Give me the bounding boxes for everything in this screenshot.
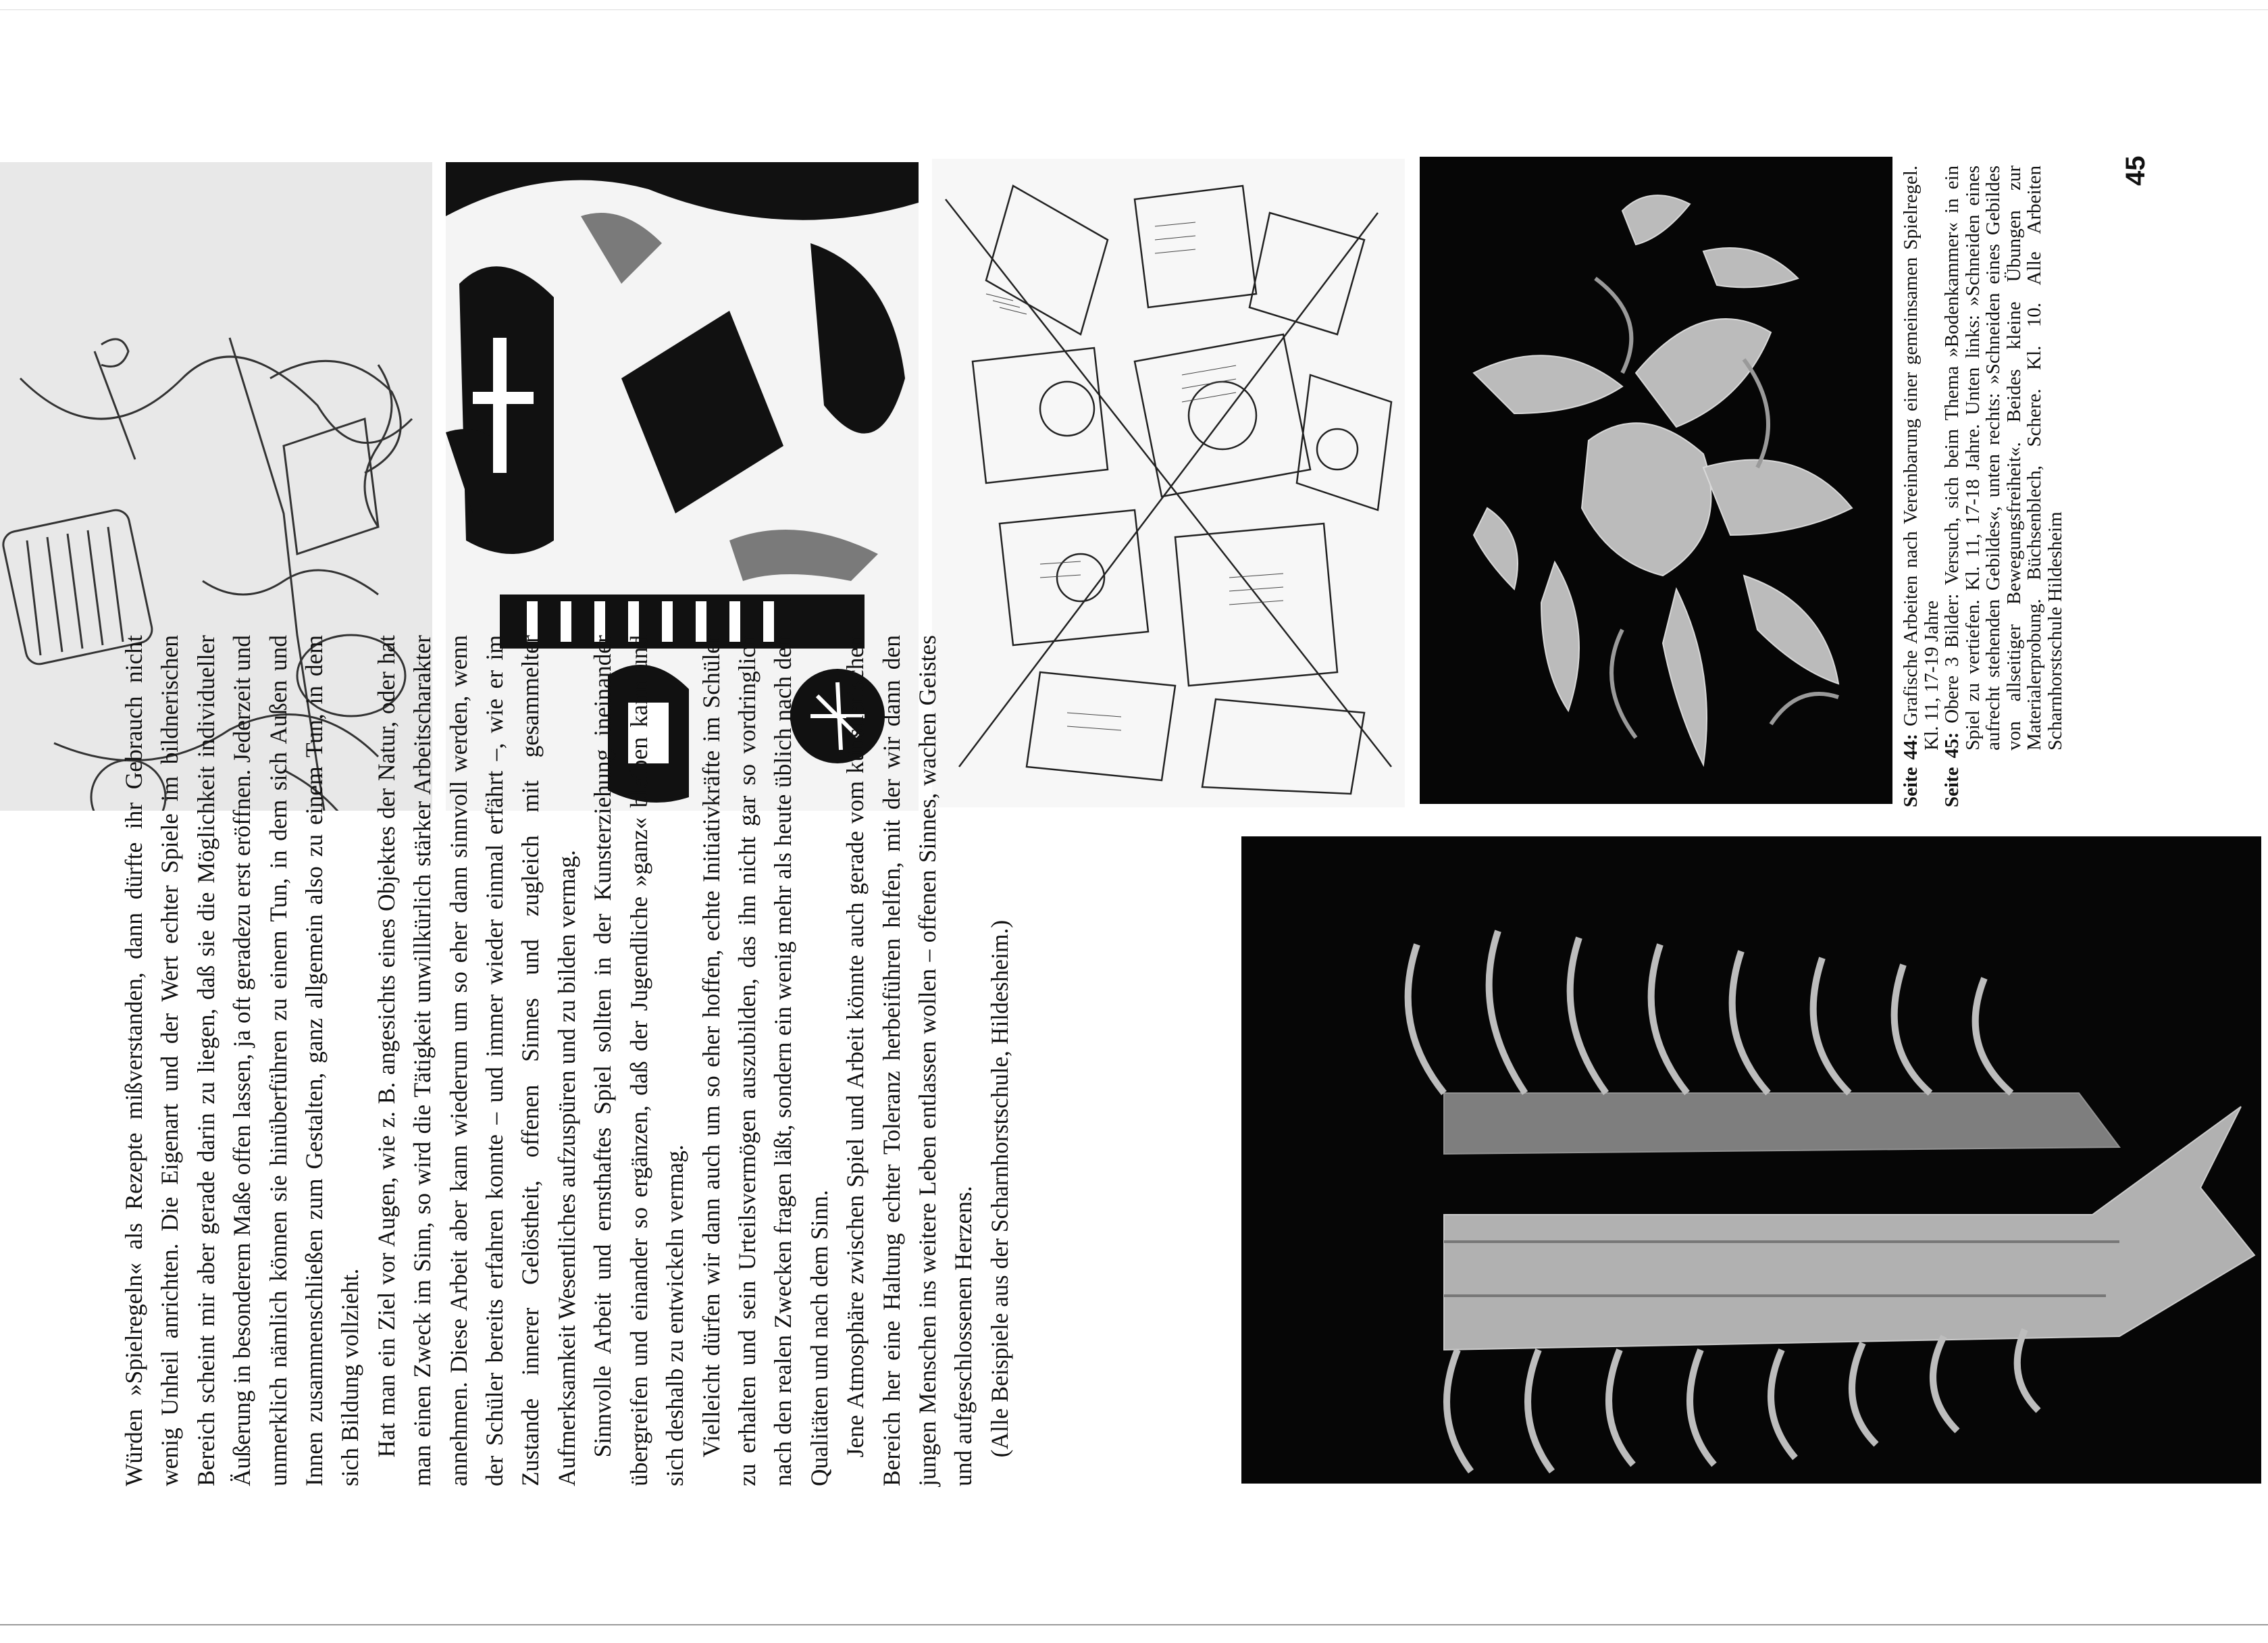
paragraph: Würden »Spielregeln« als Rezepte mißverstanden, dann dürfte ihr Gebrauch nicht wenig Unheil anrichten. Die Eigenart und der Wert echter Spiele im bildnerischen Bereich scheint mir aber gerade darin zu liegen, daß sie die Möglichkeit individueller Äußerung in besonderem Maße offen lassen, ja oft geradezu erst eröffnen. Jederzeit und unmerklich nämlich können sie hinüberführen zu einem Tun, in dem sich Außen und Innen zusammenschließen zum Gestalten, ganz allgemein also zu einem Tun, in dem sich Bildung vollzieht. [120, 635, 364, 1486]
paragraph: (Alle Beispiele aus der Scharnhorstschule, Hildesheim.) [985, 919, 1013, 1458]
caption-line-page-45 [1942, 166, 2065, 807]
caption-label: Seite 44: [1900, 733, 1922, 807]
image-caption [1901, 166, 2065, 807]
metal-sculpture-upright [1241, 836, 2261, 1484]
paragraph: Sinnvolle Arbeit und ernsthaftes Spiel sollten in der Kunsterziehung ineinander übergreifen und einander so ergänzen, daß der Jugendliche »ganz« bleiben kann und sich deshalb zu entwickeln vermag. [589, 635, 689, 1486]
paragraph: Vielleicht dürfen wir dann auch um so eher hoffen, echte Initiativkräfte im Schüler zu erhalten und sein Urteilsvermögen auszubilden, das ihn nicht gar so vordringlich nach den realen Zwecken fragen läßt, sondern ein wenig mehr als heute üblich nach den Qualitäten und nach dem Sinn. [697, 635, 833, 1486]
paragraph: Hat man ein Ziel vor Augen, wie z. B. angesichts eines Objektes der Natur, oder hat man einen Zweck im Sinn, so wird die Tätigkeit unwillkürlich stärker Arbeitscharakter annehmen. Diese Arbeit aber kann wiederum um so eher dann sinnvoll werden, wenn der Schüler bereits erfahren konnte – und immer wieder einmal erfährt –, wie er im Zustande innerer Gelöstheit, offenen Sinnes und zugleich mit gesammelter Aufmerksamkeit Wesentliches aufzuspüren und zu bilden vermag. [372, 635, 580, 1486]
paragraph: Jene Atmosphäre zwischen Spiel und Arbeit könnte auch gerade vom künstlerischen Bereich her eine Haltung echter Toleranz herbeiführen helfen, mit der wir dann den jungen Menschen ins weitere Leben entlassen wollen – offenen Sinnes, wachen Geistes und aufgeschlossenen Herzens. [842, 635, 977, 1486]
caption-line-page-44 [1901, 166, 1942, 807]
scan-edge-top [0, 9, 2268, 10]
metal-sculpture-freeform [1420, 157, 1892, 804]
scan-edge-line [0, 1624, 2268, 1625]
caption-text: Obere 3 Bilder: Versuch, sich beim Thema »Bodenkammer« in ein Spiel zu vertiefen. Kl. 11, 17-18 Jahre. Unten links: »Schneiden eines aufrecht stehenden Gebildes«, unten rechts: »Schneiden eines Gebildes von allseitiger Bewegungsfreiheit«. Beides kleine Übungen zur Materialerprobung. Büchsenblech, Schere. Kl. 10. Alle Arbeiten Scharnhorstschule Hildesheim [1941, 165, 2066, 751]
caption-text: Grafische Arbeiten nach Vereinbarung einer gemeinsamen Spielregel. Kl. 11, 17-19 Jahre [1900, 165, 1942, 751]
page-number: 45 [2121, 155, 2150, 186]
body-text-block [116, 635, 1018, 1486]
caption-label: Seite 45: [1941, 732, 1963, 807]
